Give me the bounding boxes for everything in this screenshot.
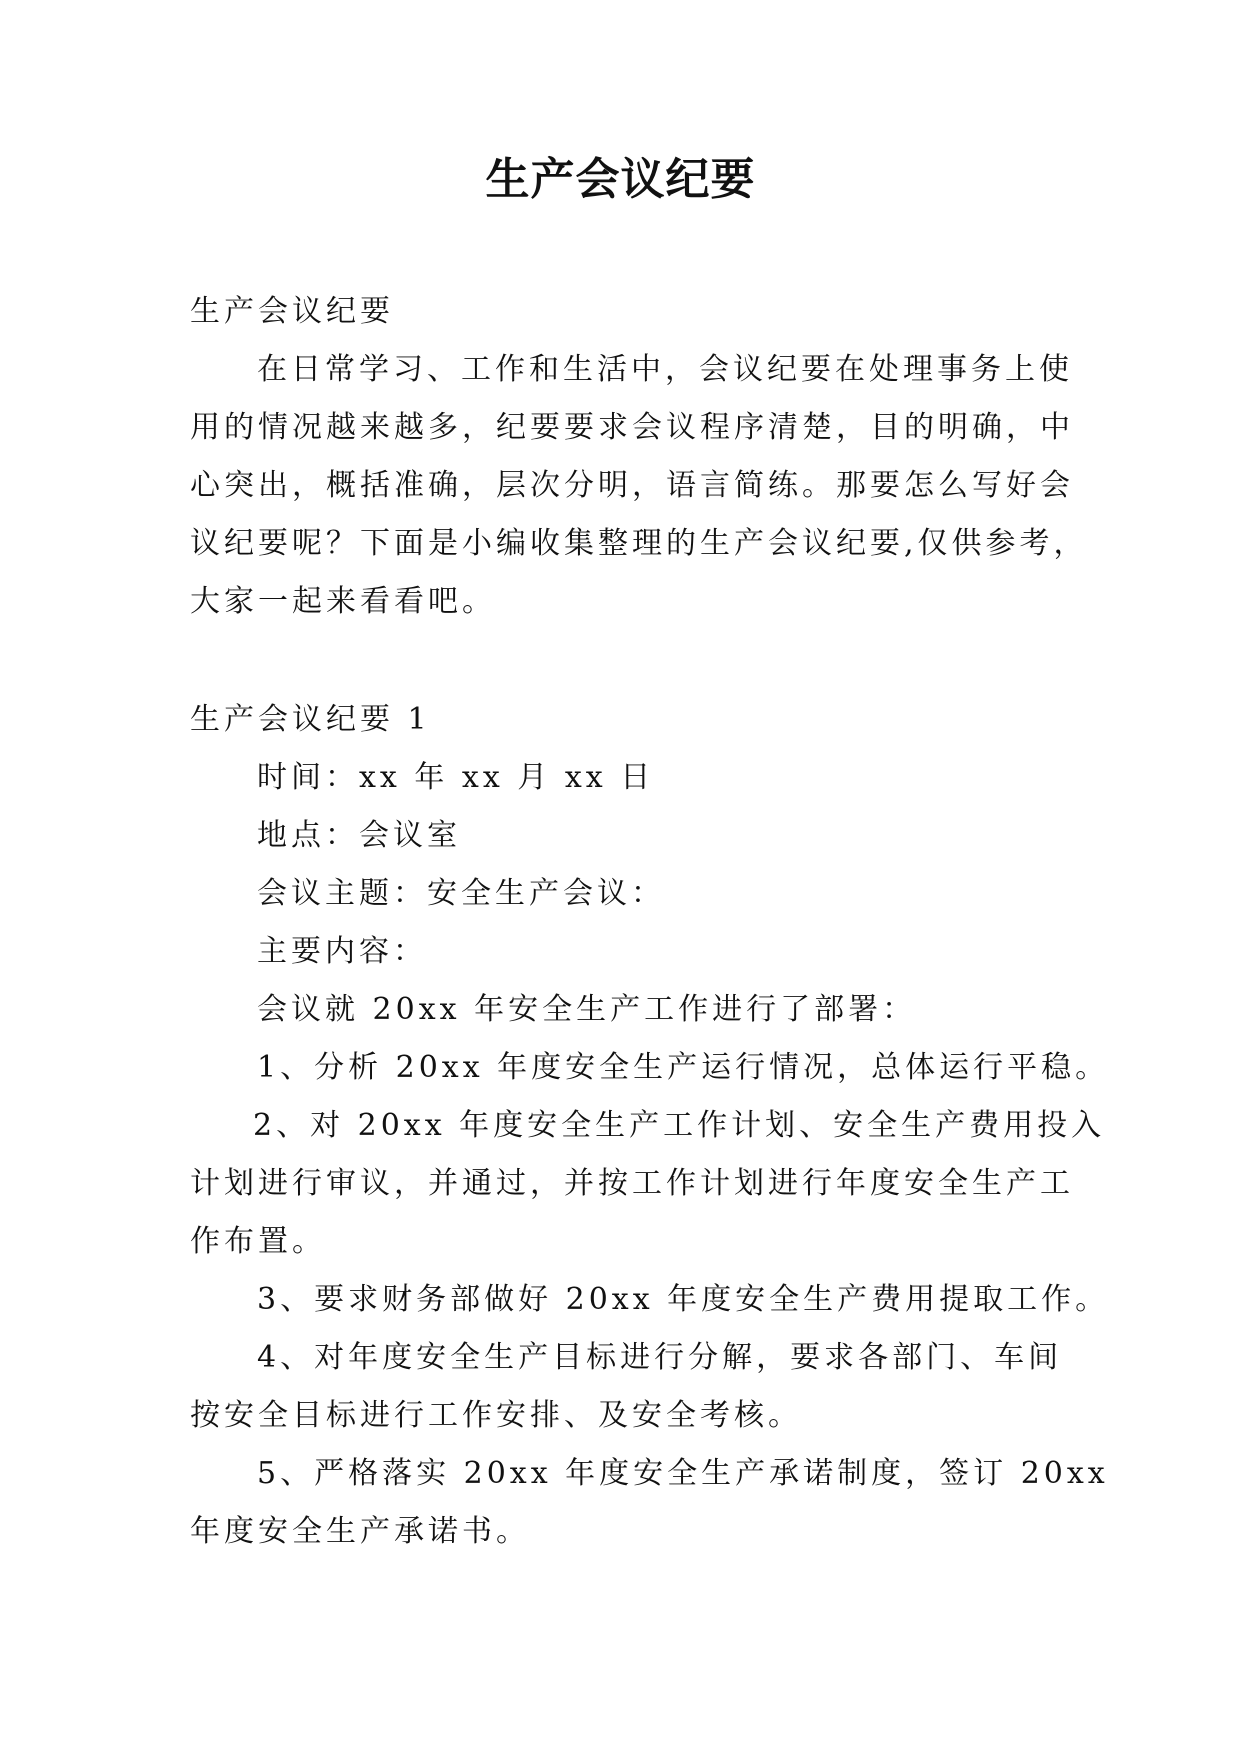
intro-line-4: 议纪要呢？下面是小编收集整理的生产会议纪要,仅供参考，: [190, 526, 1088, 561]
item-5-line-1: 5、严格落实 20xx 年度安全生产承诺制度，签订 20xx: [257, 1456, 1109, 1491]
meeting-place: 地点：会议室: [257, 818, 461, 853]
item-2-line-3: 作布置。: [190, 1224, 326, 1259]
meeting-time: 时间：xx 年 xx 月 xx 日: [257, 760, 655, 795]
item-2-line-2: 计划进行审议，并通过，并按工作计划进行年度安全生产工: [190, 1166, 1074, 1201]
item-4-line-2: 按安全目标进行工作安排、及安全考核。: [190, 1398, 802, 1433]
section-heading: 生产会议纪要 1: [190, 702, 431, 737]
document-title: 生产会议纪要: [485, 154, 756, 205]
item-4-line-1: 4、对年度安全生产目标进行分解，要求各部门、车间: [257, 1340, 1063, 1375]
intro-line-3: 心突出，概括准确，层次分明，语言简练。那要怎么写好会: [190, 468, 1074, 503]
item-1: 1、分析 20xx 年度安全生产运行情况，总体运行平稳。: [257, 1050, 1110, 1085]
item-2-line-1: 2、对 20xx 年度安全生产工作计划、安全生产费用投入: [253, 1108, 1106, 1143]
intro-line-5: 大家一起来看看吧。: [190, 584, 496, 619]
intro-line-1: 在日常学习、工作和生活中，会议纪要在处理事务上使: [257, 352, 1073, 387]
item-5-line-2: 年度安全生产承诺书。: [190, 1514, 530, 1549]
subtitle: 生产会议纪要: [190, 294, 394, 329]
content-lead: 会议就 20xx 年安全生产工作进行了部署：: [257, 992, 917, 1027]
intro-line-2: 用的情况越来越多，纪要要求会议程序清楚，目的明确，中: [190, 410, 1074, 445]
item-3: 3、要求财务部做好 20xx 年度安全生产费用提取工作。: [257, 1282, 1110, 1317]
content-label: 主要内容：: [257, 934, 427, 969]
meeting-topic: 会议主题：安全生产会议：: [257, 876, 665, 911]
